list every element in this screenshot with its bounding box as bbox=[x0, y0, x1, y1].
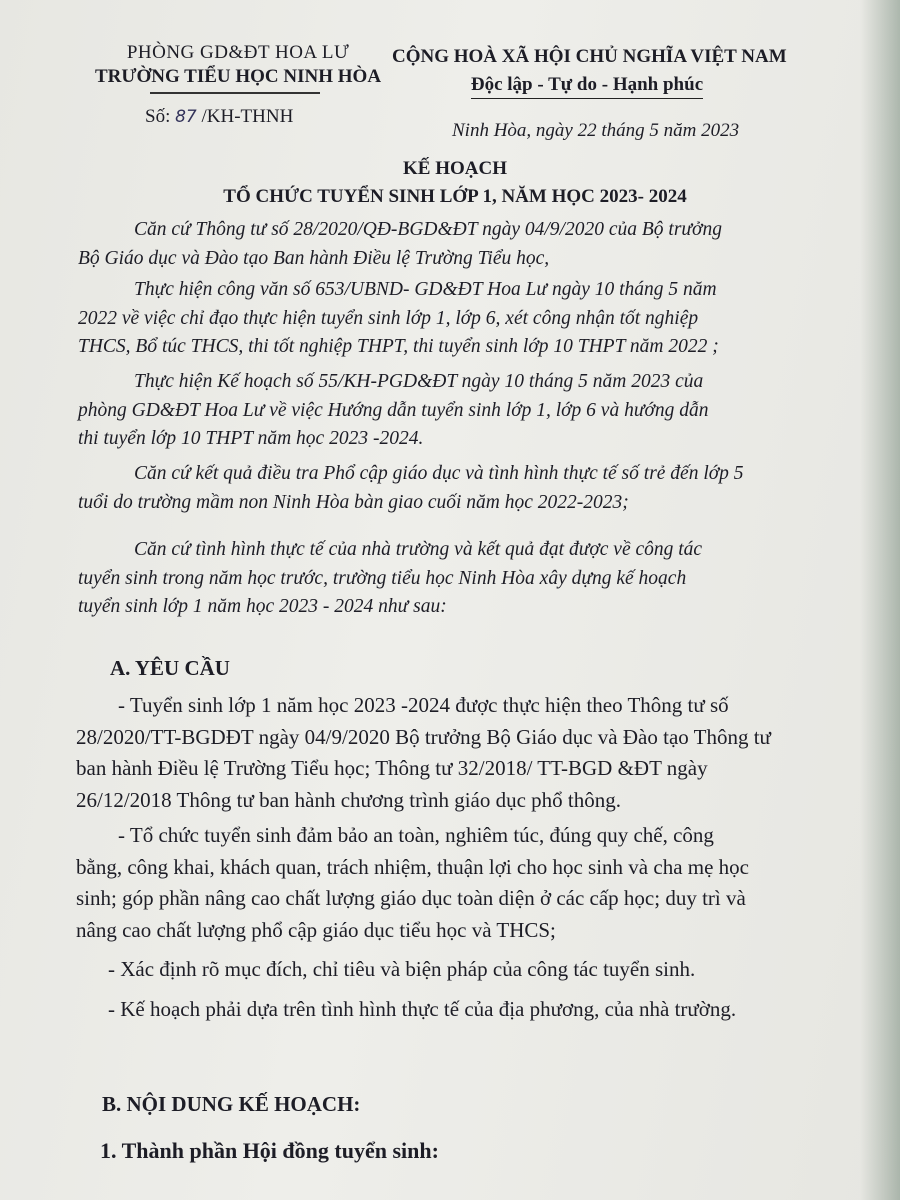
text-line: - Xác định rõ mục đích, chỉ tiêu và biện pháp của công tác tuyển sinh. bbox=[108, 957, 696, 981]
text-line: THCS, Bổ túc THCS, thi tốt nghiệp THPT, thi tuyển sinh lớp 10 THPT năm 2022 ; bbox=[78, 336, 719, 357]
school-name-underline bbox=[150, 92, 320, 94]
motto: Độc lập - Tự do - Hạnh phúc bbox=[471, 74, 703, 99]
text-line: 28/2020/TT-BGDĐT ngày 04/9/2020 Bộ trưởng Bộ Giáo dục và Đào tạo Thông tư bbox=[76, 724, 771, 749]
text-line: - Kế hoạch phải dựa trên tình hình thực tế của địa phương, của nhà trường. bbox=[108, 997, 737, 1021]
school-name: TRƯỜNG TIỂU HỌC NINH HÒA bbox=[94, 66, 382, 87]
requirement-item bbox=[76, 820, 866, 946]
doc-number-handwritten: 87 bbox=[175, 107, 197, 127]
document-number bbox=[145, 106, 293, 128]
text-line: thi tuyển lớp 10 THPT năm học 2023 -2024. bbox=[78, 428, 424, 449]
page-edge-shadow bbox=[860, 0, 900, 1200]
text-line: nâng cao chất lượng phổ cập giáo dục tiểu học và THCS; bbox=[76, 917, 556, 942]
text-line: 26/12/2018 Thông tư ban hành chương trình giáo dục phổ thông. bbox=[76, 787, 622, 812]
document-type-title: KẾ HOẠCH bbox=[403, 158, 507, 179]
national-motto-block bbox=[392, 46, 787, 99]
preamble-paragraph bbox=[78, 216, 858, 273]
preamble-paragraph bbox=[78, 368, 858, 454]
text-line: Căn cứ kết quả điều tra Phổ cập giáo dục và tình hình thực tế số trẻ đến lớp 5 bbox=[134, 463, 744, 484]
preamble-paragraph bbox=[78, 536, 858, 622]
department-name: PHÒNG GD&ĐT HOA LƯ bbox=[126, 42, 350, 63]
preamble-paragraph bbox=[78, 276, 858, 362]
text-line: tuyển sinh lớp 1 năm học 2023 - 2024 như sau: bbox=[78, 596, 447, 617]
text-line: Bộ Giáo dục và Đào tạo Ban hành Điều lệ Trường Tiểu học, bbox=[78, 247, 550, 269]
text-line: Căn cứ tình hình thực tế của nhà trường và kết quả đạt được về công tác bbox=[134, 539, 703, 560]
text-line: tuyển sinh trong năm học trước, trường tiểu học Ninh Hòa xây dựng kế hoạch bbox=[78, 567, 687, 589]
requirement-item bbox=[76, 994, 866, 1026]
text-line: - Tuyển sinh lớp 1 năm học 2023 -2024 được thực hiện theo Thông tư số bbox=[118, 693, 729, 717]
text-line: - Tổ chức tuyển sinh đảm bảo an toàn, nghiêm túc, đúng quy chế, công bbox=[118, 823, 714, 847]
text-line: 2022 về việc chỉ đạo thực hiện tuyển sinh lớp 1, lớp 6, xét công nhận tốt nghiệp bbox=[78, 307, 699, 329]
section-b-heading: B. NỘI DUNG KẾ HOẠCH: bbox=[102, 1092, 361, 1116]
country-name: CỘNG HOÀ XÃ HỘI CHỦ NGHĨA VIỆT NAM bbox=[392, 46, 787, 67]
section-a-heading: A. YÊU CẦU bbox=[110, 656, 230, 680]
issuing-org-block bbox=[88, 42, 388, 88]
text-line: Căn cứ Thông tư số 28/2020/QĐ-BGD&ĐT ngày 04/9/2020 của Bộ trưởng bbox=[134, 219, 722, 240]
text-line: phòng GD&ĐT Hoa Lư về việc Hướng dẫn tuyển sinh lớp 1, lớp 6 và hướng dẫn bbox=[78, 399, 709, 421]
text-line: ban hành Điều lệ Trường Tiểu học; Thông tư 32/2018/ TT-BGD &ĐT ngày bbox=[76, 756, 708, 780]
section-b-subheading: 1. Thành phần Hội đồng tuyển sinh: bbox=[100, 1138, 439, 1163]
document-date: Ninh Hòa, ngày 22 tháng 5 năm 2023 bbox=[452, 120, 740, 141]
document-subject-title: TỔ CHỨC TUYỂN SINH LỚP 1, NĂM HỌC 2023- 2024 bbox=[223, 186, 687, 207]
text-line: Thực hiện Kế hoạch số 55/KH-PGD&ĐT ngày 10 tháng 5 năm 2023 của bbox=[134, 371, 704, 392]
preamble-paragraph bbox=[78, 460, 858, 517]
doc-number-suffix: /KH-THNH bbox=[196, 106, 294, 127]
text-line: bằng, công khai, khách quan, trách nhiệm, thuận lợi cho học sinh và cha mẹ học bbox=[76, 854, 749, 879]
text-line: Thực hiện công văn số 653/UBND- GD&ĐT Hoa Lư ngày 10 tháng 5 năm bbox=[134, 279, 717, 300]
requirement-item bbox=[76, 690, 866, 816]
text-line: sinh; góp phần nâng cao chất lượng giáo dục toàn diện ở các cấp học; duy trì và bbox=[76, 886, 746, 910]
requirement-item bbox=[76, 954, 866, 986]
doc-number-prefix: Số: bbox=[145, 106, 176, 127]
text-line: tuổi do trường mầm non Ninh Hòa bàn giao cuối năm học 2022-2023; bbox=[78, 491, 629, 513]
